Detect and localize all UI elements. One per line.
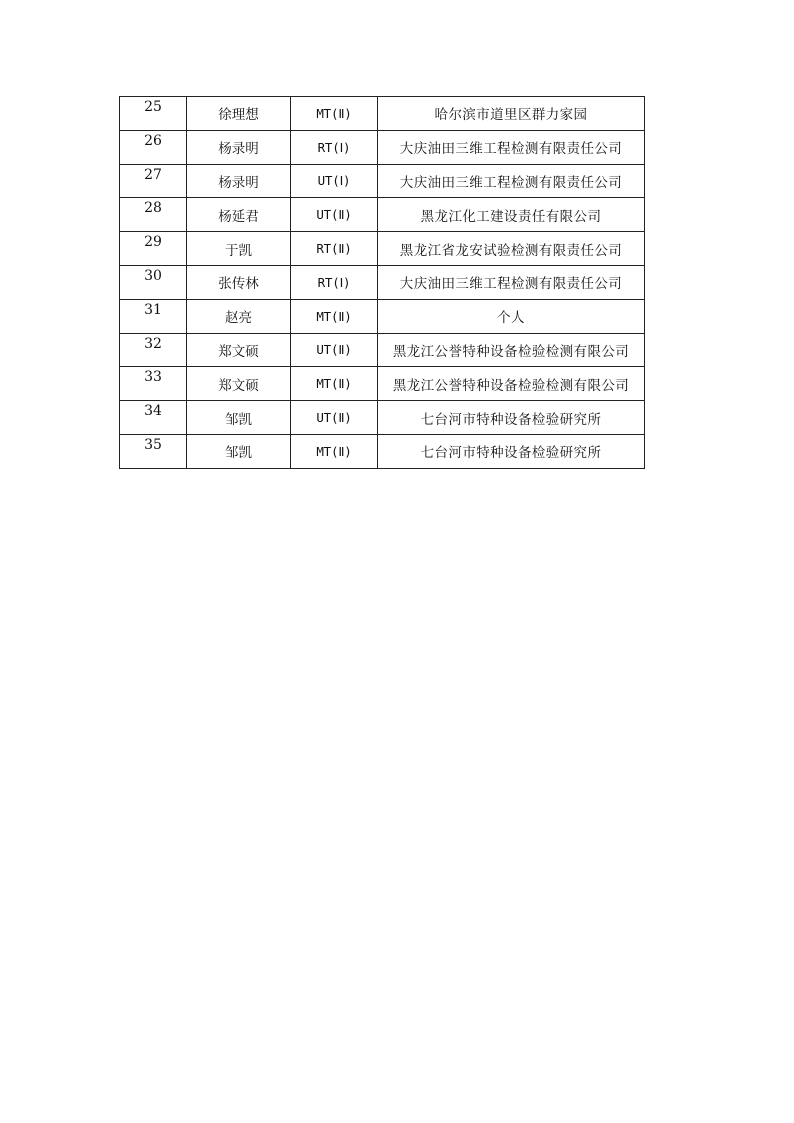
table-row bbox=[120, 164, 645, 198]
work-unit: 大庆油田三维工程检测有限责任公司 bbox=[378, 265, 645, 299]
test-method-level: UT(Ⅱ) bbox=[291, 198, 378, 232]
person-name: 郑文硕 bbox=[187, 333, 291, 367]
person-name: 郑文硕 bbox=[187, 367, 291, 401]
row-number: 26 bbox=[120, 130, 187, 164]
personnel-table-body bbox=[120, 97, 645, 469]
person-name: 邹凯 bbox=[187, 401, 291, 435]
table-row bbox=[120, 97, 645, 131]
person-name: 于凯 bbox=[187, 232, 291, 266]
personnel-table bbox=[119, 96, 645, 469]
work-unit: 黑龙江省龙安试验检测有限责任公司 bbox=[378, 232, 645, 266]
table-row bbox=[120, 367, 645, 401]
row-number: 25 bbox=[120, 97, 187, 131]
row-number: 31 bbox=[120, 299, 187, 333]
test-method-level: UT(Ⅱ) bbox=[291, 333, 378, 367]
test-method-level: RT(Ⅰ) bbox=[291, 130, 378, 164]
person-name: 徐理想 bbox=[187, 97, 291, 131]
table-row bbox=[120, 130, 645, 164]
table-row bbox=[120, 198, 645, 232]
test-method-level: MT(Ⅱ) bbox=[291, 434, 378, 468]
row-number: 28 bbox=[120, 198, 187, 232]
work-unit: 黑龙江公誉特种设备检验检测有限公司 bbox=[378, 367, 645, 401]
row-number: 35 bbox=[120, 434, 187, 468]
test-method-level: MT(Ⅱ) bbox=[291, 97, 378, 131]
work-unit: 个人 bbox=[378, 299, 645, 333]
person-name: 杨录明 bbox=[187, 130, 291, 164]
table-row bbox=[120, 434, 645, 468]
work-unit: 大庆油田三维工程检测有限责任公司 bbox=[378, 130, 645, 164]
person-name: 张传林 bbox=[187, 265, 291, 299]
table-row bbox=[120, 333, 645, 367]
work-unit: 大庆油田三维工程检测有限责任公司 bbox=[378, 164, 645, 198]
table-row bbox=[120, 232, 645, 266]
test-method-level: UT(Ⅱ) bbox=[291, 401, 378, 435]
test-method-level: UT(Ⅰ) bbox=[291, 164, 378, 198]
test-method-level: RT(Ⅰ) bbox=[291, 265, 378, 299]
row-number: 29 bbox=[120, 232, 187, 266]
work-unit: 七台河市特种设备检验研究所 bbox=[378, 401, 645, 435]
test-method-level: RT(Ⅱ) bbox=[291, 232, 378, 266]
person-name: 杨延君 bbox=[187, 198, 291, 232]
table-row bbox=[120, 401, 645, 435]
work-unit: 七台河市特种设备检验研究所 bbox=[378, 434, 645, 468]
row-number: 34 bbox=[120, 401, 187, 435]
row-number: 27 bbox=[120, 164, 187, 198]
work-unit: 哈尔滨市道里区群力家园 bbox=[378, 97, 645, 131]
test-method-level: MT(Ⅱ) bbox=[291, 299, 378, 333]
work-unit: 黑龙江公誉特种设备检验检测有限公司 bbox=[378, 333, 645, 367]
table-row bbox=[120, 265, 645, 299]
person-name: 赵亮 bbox=[187, 299, 291, 333]
test-method-level: MT(Ⅱ) bbox=[291, 367, 378, 401]
row-number: 32 bbox=[120, 333, 187, 367]
person-name: 杨录明 bbox=[187, 164, 291, 198]
table-row bbox=[120, 299, 645, 333]
row-number: 30 bbox=[120, 265, 187, 299]
person-name: 邹凯 bbox=[187, 434, 291, 468]
work-unit: 黑龙江化工建设责任有限公司 bbox=[378, 198, 645, 232]
row-number: 33 bbox=[120, 367, 187, 401]
